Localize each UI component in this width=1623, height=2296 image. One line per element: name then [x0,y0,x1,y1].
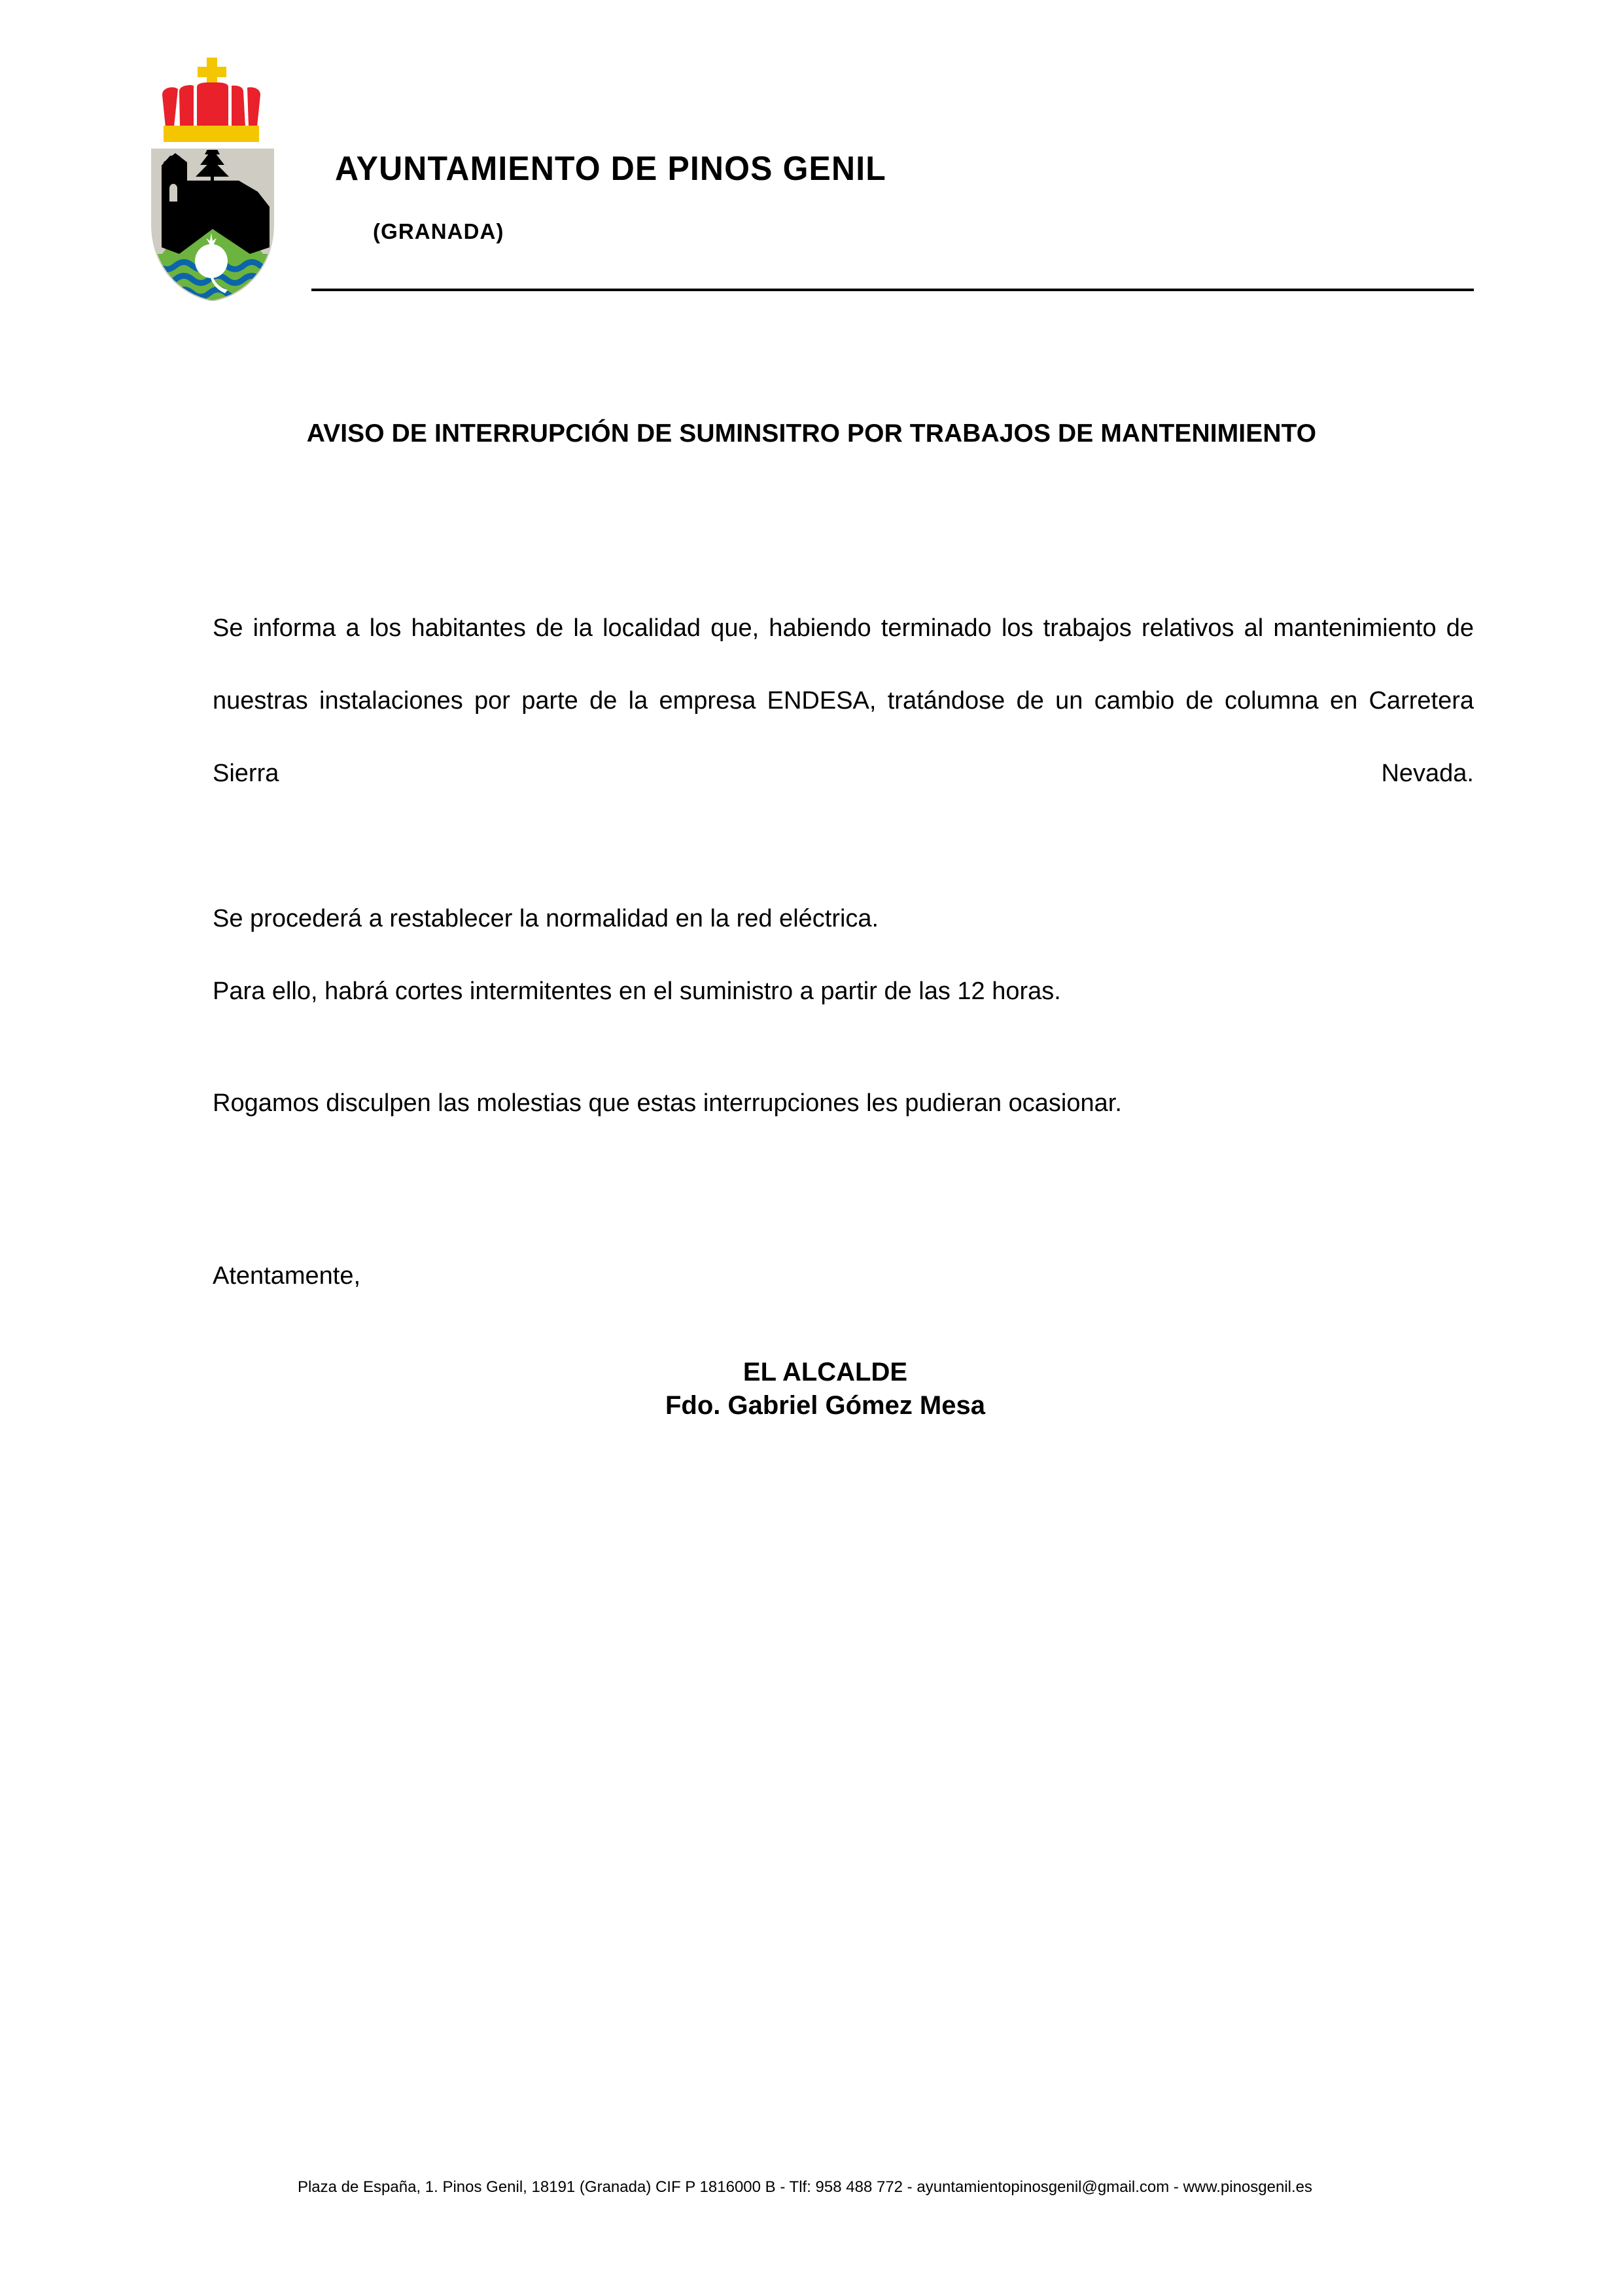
footer-contact-line: Plaza de España, 1. Pinos Genil, 18191 (Granada) CIF P 1816000 B - Tlf: 958 488 772 - ayuntamientopinosgenil@gmail.com - www.pinosgenil.es [297,2178,1313,2196]
organization-region: (GRANADA) [373,219,504,243]
coat-of-arms-icon [145,58,280,301]
window-shape [169,184,177,202]
crown-cross [198,58,226,86]
crown-band [164,126,259,142]
header-divider [311,289,1474,291]
organization-name: AYUNTAMIENTO DE PINOS GENIL [335,150,886,188]
page-footer [0,2177,1623,2197]
letterhead [0,0,1623,314]
document-body [213,592,1474,1140]
body-paragraph-4: Rogamos disculpen las molestias que estas interrupciones les pudieran ocasionar. [213,1089,1122,1117]
paragraph-spacer [213,1028,1474,1067]
signature-block [0,1356,1623,1422]
body-paragraph-1: Se informa a los habitantes de la localidad que, habiendo terminado los trabajos relativos al mantenimiento de nuestras instalaciones por parte de la empresa ENDESA, tratándose de un cambio de columna en Carretera Sierra Nevada. [213,614,1474,787]
crown-body [162,82,260,127]
document-title: AVISO DE INTERRUPCIÓN DE SUMINSITRO POR TRABAJOS DE MANTENIMIENTO [306,419,1317,448]
closing-salutation: Atentamente, [213,1262,361,1290]
signatory-name: Fdo. Gabriel Gómez Mesa [665,1391,985,1421]
body-paragraph-2: Se procederá a restablecer la normalidad en la red eléctrica. [213,905,879,932]
signatory-role: EL ALCALDE [742,1358,908,1386]
signature-inner [665,1356,985,1422]
body-paragraph-3: Para ello, habrá cortes intermitentes en el suministro a partir de las 12 horas. [213,978,1061,1005]
